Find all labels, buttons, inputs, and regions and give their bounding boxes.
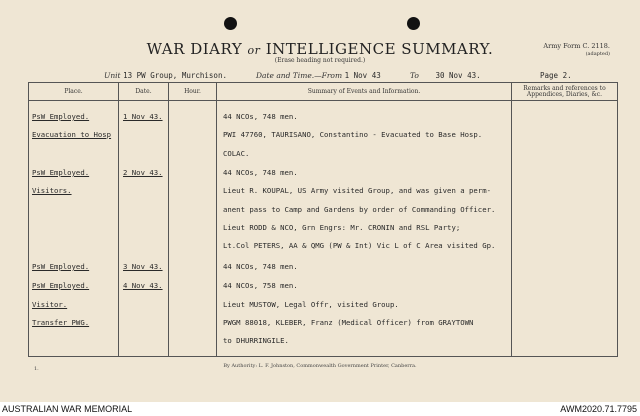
summary-cell: 44 NCOs, 748 men.: [223, 112, 298, 121]
table-row: [29, 259, 617, 276]
date-cell: 4 Nov 43.: [123, 281, 163, 290]
table-row: [29, 220, 617, 237]
diary-table: [28, 82, 618, 357]
unit-field: Unit 13 PW Group, Murchison.: [104, 71, 227, 80]
summary-cell: PWGM 88018, KLEBER, Franz (Medical Officer) from GRAYTOWN: [223, 318, 474, 327]
summary-cell: 44 NCOs, 748 men.: [223, 168, 298, 177]
date-to-field: To 30 Nov 43.: [410, 71, 481, 80]
summary-cell: 44 NCOs, 758 men.: [223, 281, 298, 290]
page-title: WAR DIARY or INTELLIGENCE SUMMARY.: [146, 40, 494, 58]
summary-cell: 44 NCOs, 748 men.: [223, 262, 298, 271]
summary-cell: Lt.Col PETERS, AA & QMG (PW & Int) Vic L of C Area visited Gp.: [223, 241, 496, 250]
summary-cell: Lieut MUSTOW, Legal Offr, visited Group.: [223, 300, 399, 309]
table-row: [29, 315, 617, 332]
table-row: [29, 238, 617, 255]
place-cell: Transfer PWG.: [32, 318, 90, 327]
table-row: [29, 202, 617, 219]
punch-hole: [224, 17, 237, 30]
date-cell: 2 Nov 43.: [123, 168, 163, 177]
table-row: [29, 165, 617, 182]
place-cell: PsW Employed.: [32, 168, 90, 177]
summary-cell: COLAC.: [223, 149, 250, 158]
summary-cell: anent pass to Camp and Gardens by order of Commanding Officer.: [223, 205, 496, 214]
summary-cell: Lieut R. KOUPAL, US Army visited Group, and was given a perm-: [223, 186, 491, 195]
column-header-remarks: Remarks and references to Appendices, Diaries, &c.: [523, 84, 606, 98]
summary-cell: to DHURRINGILE.: [223, 336, 289, 345]
table-row: [29, 278, 617, 295]
accession-number: AWM2020.71.7795: [560, 404, 637, 414]
table-header: [29, 83, 617, 101]
archive-credit: AUSTRALIAN WAR MEMORIAL: [2, 404, 133, 414]
table-row: [29, 146, 617, 163]
title-subtitle: (Erase heading not required.): [274, 57, 366, 64]
table-row: [29, 333, 617, 350]
column-header-summary: Summary of Events and Information.: [307, 87, 421, 95]
table-row: [29, 183, 617, 200]
column-header-hour: Hour.: [184, 87, 201, 95]
printer-authority: By Authority: L. F. Johnston, Commonwealth Government Printer, Canberra.: [223, 363, 417, 369]
place-cell: PsW Employed.: [32, 281, 90, 290]
summary-cell: Lieut RODD & NCO, Grn Engrs: Mr. CRONIN and RSL Party;: [223, 223, 461, 232]
column-header-place: Place.: [64, 87, 83, 95]
place-cell: Evacuation to Hosp: [32, 130, 112, 139]
table-row: [29, 127, 617, 144]
column-header-date: Date.: [135, 87, 152, 95]
place-cell: PsW Employed.: [32, 112, 90, 121]
place-cell: Visitors.: [32, 186, 72, 195]
summary-cell: PWI 47760, TAURISANO, Constantino - Evacuated to Base Hosp.: [223, 130, 483, 139]
sheet-number: 1.: [34, 366, 39, 372]
table-row: [29, 297, 617, 314]
form-reference: Army Form C. 2118. (adapted): [543, 42, 610, 57]
table-row: [29, 109, 617, 126]
date-cell: 1 Nov 43.: [123, 112, 163, 121]
date-from-field: Date and Time.—From 1 Nov 43: [256, 71, 381, 80]
page-number-label: Page 2.: [540, 71, 572, 80]
place-cell: Visitor.: [32, 300, 68, 309]
date-cell: 3 Nov 43.: [123, 262, 163, 271]
punch-hole: [407, 17, 420, 30]
place-cell: PsW Employed.: [32, 262, 90, 271]
